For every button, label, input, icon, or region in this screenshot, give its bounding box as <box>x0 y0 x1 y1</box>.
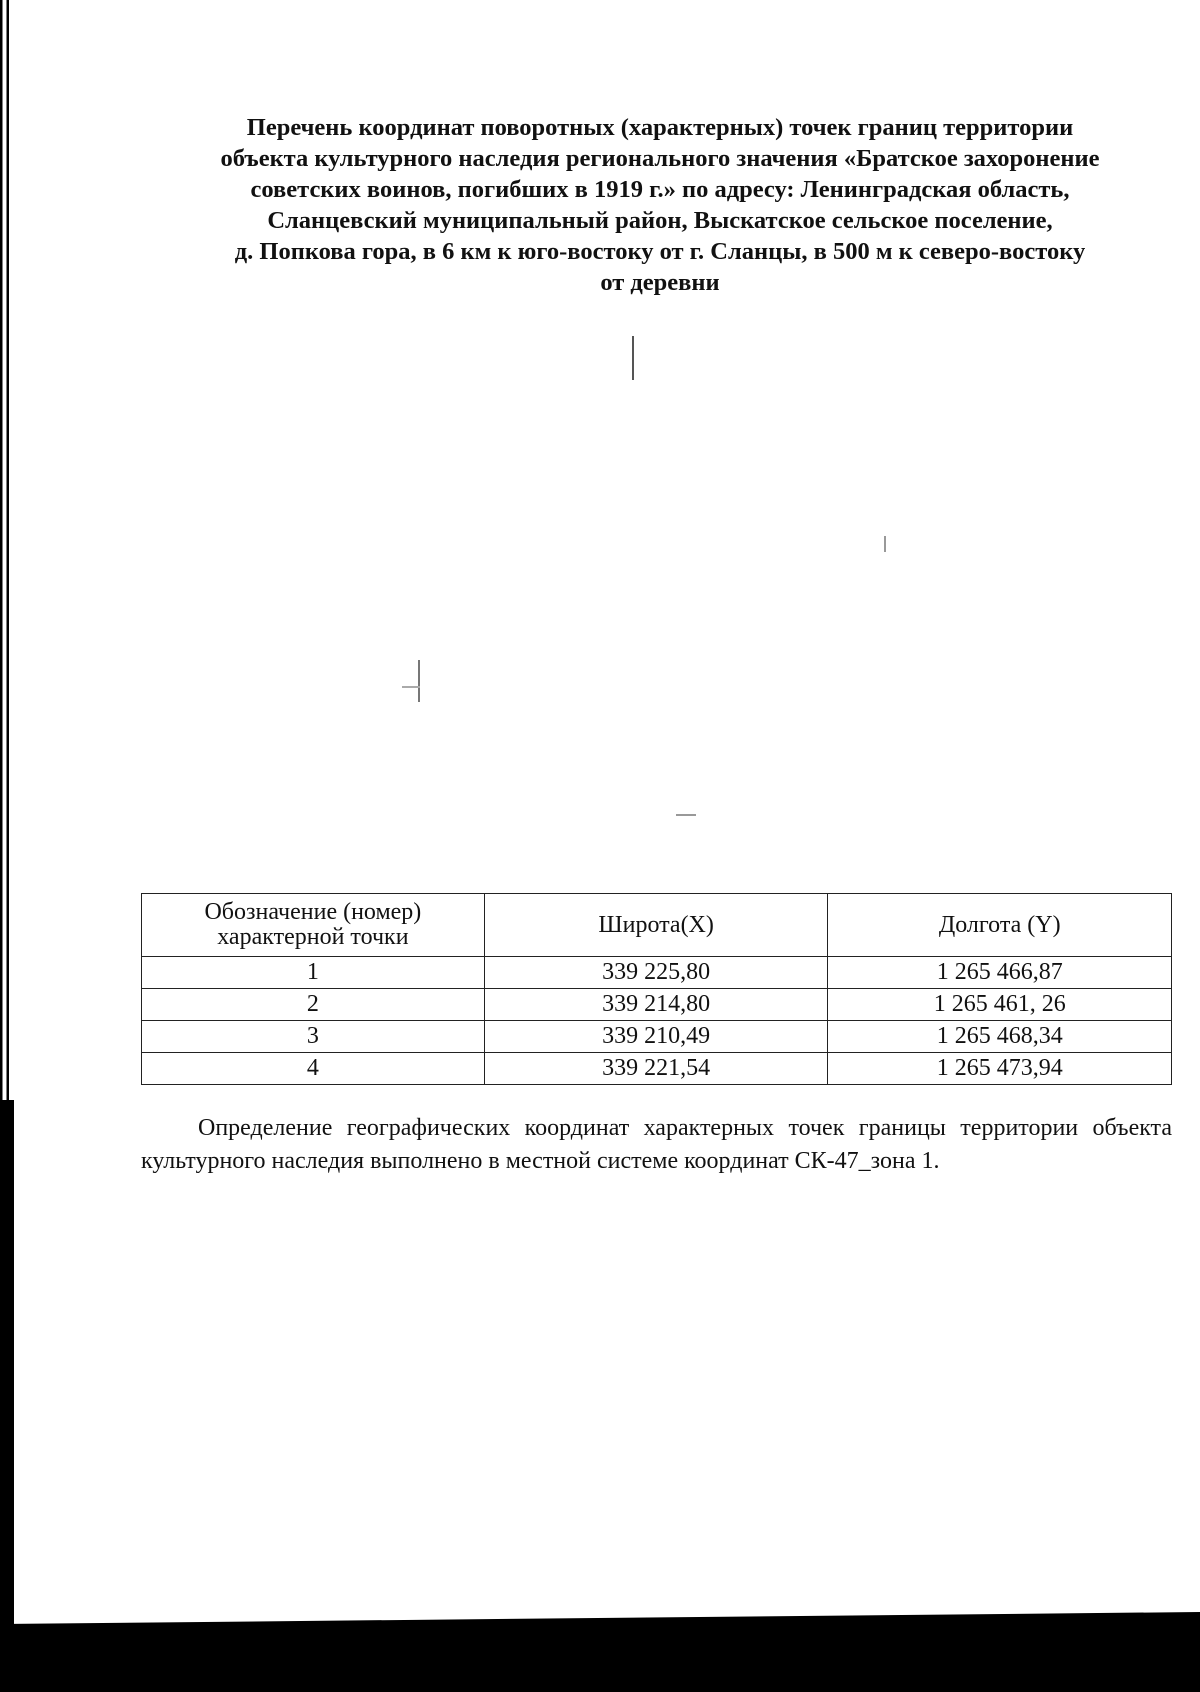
header-point-number-line: характерной точки <box>217 924 409 950</box>
table-row <box>142 1053 1172 1085</box>
cell-longitude: 1 265 466,87 <box>828 957 1172 989</box>
cell-latitude: 339 210,49 <box>484 1021 828 1053</box>
table-row <box>142 957 1172 989</box>
cell-latitude: 339 214,80 <box>484 989 828 1021</box>
scan-speck <box>676 814 696 816</box>
scan-bottom-band <box>0 1612 1200 1692</box>
title-line: советских воинов, погибших в 1919 г.» по адресу: Ленинградская область, <box>250 176 1070 203</box>
title-line: от деревни <box>600 269 720 296</box>
table-row <box>142 1021 1172 1053</box>
cell-point-number: 2 <box>142 989 485 1021</box>
cell-latitude: 339 225,80 <box>484 957 828 989</box>
header-longitude: Долгота (Y) <box>828 894 1172 957</box>
cell-point-number: 1 <box>142 957 485 989</box>
title-line: объекта культурного наследия регионального значения «Братское захоронение <box>220 145 1100 172</box>
title-line: д. Попкова гора, в 6 км к юго-востоку от г. Сланцы, в 500 м к северо-востоку <box>234 238 1086 265</box>
document-title <box>140 112 1180 298</box>
cell-longitude: 1 265 473,94 <box>828 1053 1172 1085</box>
cell-point-number: 4 <box>142 1053 485 1085</box>
scan-speck <box>402 686 420 688</box>
header-point-number-line: Обозначение (номер) <box>204 899 422 925</box>
cell-latitude: 339 221,54 <box>484 1053 828 1085</box>
cell-longitude: 1 265 461, 26 <box>828 989 1172 1021</box>
table-row <box>142 989 1172 1021</box>
cell-longitude: 1 265 468,34 <box>828 1021 1172 1053</box>
title-line: Перечень координат поворотных (характерных) точек границ территории <box>246 114 1074 141</box>
scan-edge-left-lower <box>0 1100 14 1692</box>
coordinate-system-note: Определение географических координат характерных точек границы территории объекта культурного наследия выполнено в местной системе координат СК-47_зона 1. <box>141 1115 1172 1174</box>
scan-speck <box>632 336 634 380</box>
header-point-number <box>142 894 485 957</box>
scan-speck <box>884 536 886 552</box>
title-line: Сланцевский муниципальный район, Выскатское сельское поселение, <box>267 207 1053 234</box>
cell-point-number: 3 <box>142 1021 485 1053</box>
coordinates-table <box>141 893 1172 1085</box>
scan-speck <box>418 660 420 702</box>
table-header-row <box>142 894 1172 957</box>
header-latitude: Широта(X) <box>484 894 828 957</box>
